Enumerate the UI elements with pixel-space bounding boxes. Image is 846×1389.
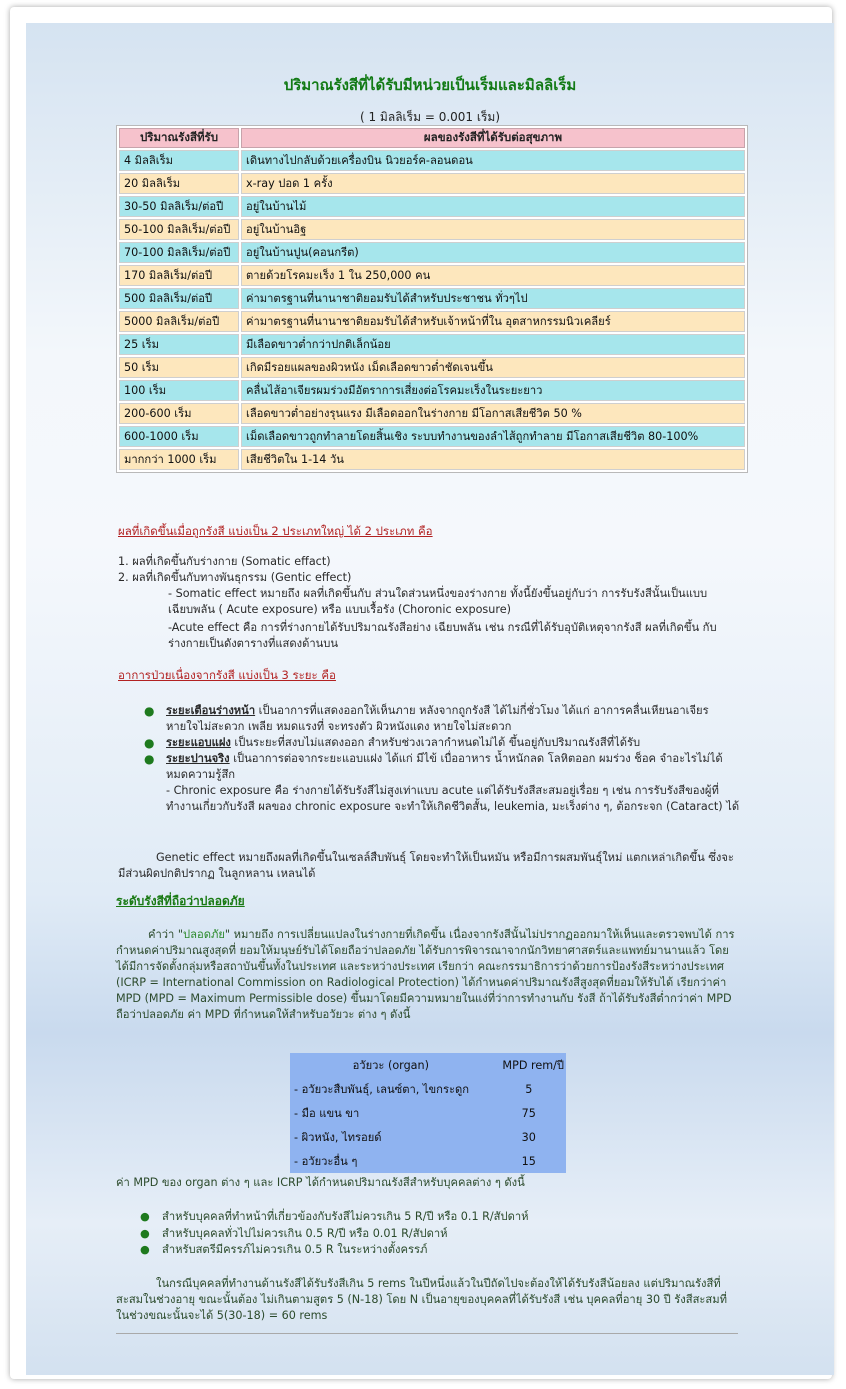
table-row: [119, 288, 745, 309]
effect-cell: คลื่นไส้อาเจียรผมร่วงมีอัตราการเสี่ยงต่อโรคมะเร็งในระยะยาว: [241, 380, 745, 401]
safe-level-heading[interactable]: ระดับรังสีที่ถือว่าปลอดภัย: [116, 894, 245, 908]
bullet-icon: ●: [144, 704, 155, 718]
section-effects-heading[interactable]: ผลที่เกิดขึ้นเมื่อถูกรังสี แบ่งเป็น 2 ประเภทใหญ่ ได้ 2 ประเภท คือ: [118, 524, 433, 538]
acute-paragraph: -Acute effect คือ การที่ร่างกายได้รับปริมาณรังสีอย่าง เฉียบพลัน เช่น กรณีที่ได้รับอุบัติเหตุจากรังสี ผลที่เกิดขึ้น กับร่างกายเป็นดังตารางที่แสดงด้านบน: [168, 621, 717, 650]
dose-cell: 200-600 เร็ม: [119, 403, 239, 424]
list-item: [140, 1242, 428, 1258]
list-item: [144, 703, 741, 735]
organ-cell: - อวัยวะอื่น ๆ: [294, 1155, 358, 1168]
effect-cell: เม็ดเลือดขาวถูกทำลายโดยสิ้นเชิง ระบบทำงานของลำไส้ถูกทำลาย มีโอกาสเสียชีวิต 80-100%: [241, 426, 745, 447]
stage-term: ระยะปานจริง: [166, 752, 230, 765]
bullet-icon: ●: [140, 1227, 150, 1240]
mpd-row: [290, 1101, 566, 1125]
organ-cell: - มือ แขน ขา: [294, 1107, 360, 1120]
dose-cell: 20 มิลลิเร็ม: [119, 173, 239, 194]
dose-cell: 4 มิลลิเร็ม: [119, 150, 239, 171]
list-item: [144, 751, 741, 783]
dose-cell: 30-50 มิลลิเร็ม/ต่อปี: [119, 196, 239, 217]
mpd-value-cell: 15: [521, 1154, 536, 1168]
safe-level-paragraph: [116, 927, 740, 1023]
effect-cell: เสียชีวิตใน 1-14 วัน: [241, 449, 745, 470]
list-item: [140, 1226, 448, 1242]
effect-cell: ค่ามาตรฐานที่นานาชาติยอมรับได้สำหรับเจ้าหน้าที่ใน อุตสาหกรรมนิวเคลียร์: [241, 311, 745, 332]
table-header: ผลของรังสีที่ได้รับต่อสุขภาพ: [241, 128, 745, 148]
bullet-icon: ●: [140, 1243, 150, 1256]
effect-cell: เลือดขาวต่ำอย่างรุนแรง มีเลือดออกในร่างกาย มีโอกาสเสียชีวิต 50 %: [241, 403, 745, 424]
mpd-header-row: [290, 1053, 566, 1077]
dose-cell: 170 มิลลิเร็ม/ต่อปี: [119, 265, 239, 286]
mpd-intro: ค่า MPD ของ organ ต่าง ๆ และ ICRP ได้กำหนดปริมาณรังสีสำหรับบุคคลต่าง ๆ ดังนี้: [116, 1176, 525, 1189]
unit-note: ( 1 มิลลิเร็ม = 0.001 เร็ม): [359, 110, 500, 124]
table-header-row: [119, 128, 745, 148]
chronic-paragraph: - Chronic exposure คือ ร่างกายได้รับรังสีไม่สูงเท่าแบบ acute แต่ได้รับรังสีสะสมอยู่เรื่อย ๆ เช่น การรับรังสีของผู้ที่ทำงานเกี่ยวกับรังสี ผลของ chronic exposure จะทำให้เกิดชีวิตสั้น, leukemia, มะเร็งต่าง ๆ, ต้อกระจก (Cataract) ได้: [166, 784, 740, 813]
divider: [116, 1333, 738, 1334]
table-row: [119, 380, 745, 401]
mpd-header: MPD rem/ปี: [502, 1059, 564, 1072]
table-row: [119, 426, 745, 447]
mpd-row: [290, 1125, 566, 1149]
effect-cell: อยู่ในบ้านไม้: [241, 196, 745, 217]
limit-public: สำหรับบุคคลทั่วไปไม่ควรเกิน 0.5 R/ปี หรือ 0.01 R/สัปดาห์: [162, 1227, 448, 1240]
dose-effects-table: [116, 125, 748, 473]
dose-cell: 50-100 มิลลิเร็ม/ต่อปี: [119, 219, 239, 240]
dose-cell: มากกว่า 1000 เร็ม: [119, 449, 239, 470]
mpd-value-cell: 5: [525, 1082, 533, 1096]
mpd-value-cell: 30: [521, 1130, 536, 1144]
somatic-paragraph: - Somatic effect หมายถึง ผลที่เกิดขึ้นกับ ส่วนใดส่วนหนึ่งของร่างกาย ทั้งนี้ยังขึ้นอยู่กับว่า การรับรังสีนั้นเป็นแบบเฉียบพลัน ( Acute exposure) หรือ แบบเรื้อรัง (Choronic exposure): [168, 587, 708, 616]
table-header: ปริมาณรังสีที่รับ: [119, 128, 239, 148]
dose-cell: 25 เร็ม: [119, 334, 239, 355]
dose-cell: 500 มิลลิเร็ม/ต่อปี: [119, 288, 239, 309]
dose-cell: 50 เร็ม: [119, 357, 239, 378]
effect-cell: อยู่ในบ้านปูน(คอนกรีต): [241, 242, 745, 263]
bullet-icon: ●: [144, 736, 155, 750]
effect-cell: มีเลือดขาวต่ำกว่าปกติเล็กน้อย: [241, 334, 745, 355]
table-row: [119, 173, 745, 194]
table-row: [119, 196, 745, 217]
final-paragraph: ในกรณีบุคคลที่ทำงานด้านรังสีได้รับรังสีเกิน 5 rems ในปีหนึ่งแล้วในปีถัดไปจะต้องให้ได้รับรังสีน้อยลง แต่ปริมาณรังสีที่สะสมในช่วงอายุ ขณะนั้นต้อง ไม่เกินตามสูตร 5 (N-18) โดย N เป็นอายุของบุคคลที่ได้รับรังสี เช่น บุคคลที่อายุ 30 ปี รังสีสะสมที่ในช่วงขณะนั้นจะได้ 5(30-18) = 60 rems: [116, 1277, 727, 1322]
stage-description: เป็นระยะที่สงบไม่แสดงออก สำหรับช่วงเวลากำหนดไม่ได้ ขึ้นอยู่กับปริมาณรังสีที่ได้รับ: [230, 736, 641, 749]
paragraph-body: " หมายถึง การเปลี่ยนแปลงในร่างกายที่เกิดขึ้น เนื่องจากรังสีนั้นไม่ปรากฏออกมาให้เห็นและตรวจพบได้ การกำหนดค่าปริมาณสูงสุดที่ ยอมให้มนุษย์รับได้โดยถือว่าปลอดภัย ได้รับการพิจารณาจากนักวิทยาศาสตร์และแพทย์มานานแล้ว โดยได้มีการจัดตั้งกลุ่มหรือสถาบันขึ้นทั้งในประเทศ และระหว่างประเทศ เรียกว่า คณะกรรมาธิการว่าด้วยการป้องรังสีระหว่างประเทศ (ICRP = International Commission on Radiological Protection) ได้กำหนดค่าปริมาณรังสีสูงสุดที่ยอมให้รับได้ เรียกว่าค่า MPD (MPD = Maximum Permissible dose) ขึ้นมาโดยมีความหมายในแง่ที่ว่าการทำงานกับ รังสี ถ้าได้รับรังสีต่ำกว่าค่า MPD ถือว่าปลอดภัย ค่า MPD ที่กำหนดให้สำหรับอวัยวะ ต่าง ๆ ดังนี้: [116, 928, 735, 1021]
section-illness-heading[interactable]: อาการป่วยเนื่องจากรังสี แบ่งเป็น 3 ระยะ คือ: [118, 668, 336, 682]
dose-cell: 600-1000 เร็ม: [119, 426, 239, 447]
organ-cell: - อวัยวะสืบพันธุ์, เลนซ์ตา, ไขกระดูก: [294, 1083, 470, 1096]
page-frame: [10, 7, 832, 1379]
effect-cell: ค่ามาตรฐานที่นานาชาติยอมรับได้สำหรับประชาชน ทั่วๆไป: [241, 288, 745, 309]
mpd-table: [290, 1053, 566, 1173]
safe-word: ปลอดภัย: [183, 928, 225, 941]
page-content: [26, 23, 834, 1375]
list-item: [144, 735, 741, 751]
stage-term: ระยะแอบแฝง: [166, 736, 231, 749]
table-row: [119, 357, 745, 378]
effect-cell: อยู่ในบ้านอิฐ: [241, 219, 745, 240]
effect-cell: x-ray ปอด 1 ครั้ง: [241, 173, 745, 194]
effect-cell: เดินทางไปกลับด้วยเครื่องบิน นิวยอร์ค-ลอนดอน: [241, 150, 745, 171]
table-row: [119, 334, 745, 355]
mpd-header: อวัยวะ (organ): [352, 1059, 429, 1072]
genetic-paragraph: Genetic effect หมายถึงผลที่เกิดขึ้นในเซลล์สืบพันธุ์ โดยจะทำให้เป็นหมัน หรือมีการผสมพันธุ์ใหม่ แตกเหล่าเกิดขึ้น ซึ่งจะมีส่วนผิดปกติปรากฏ ในลูกหลาน เหลนได้: [118, 851, 734, 880]
bullet-icon: ●: [144, 752, 155, 766]
dose-cell: 100 เร็ม: [119, 380, 239, 401]
stage-term: ระยะเตือนร่างหน้า: [166, 704, 256, 717]
organ-cell: - ผิวหนัง, ไทรอยด์: [294, 1131, 382, 1144]
mpd-value-cell: 75: [521, 1106, 536, 1120]
table-row: [119, 219, 745, 240]
table-row: [119, 311, 745, 332]
dose-cell: 5000 มิลลิเร็ม/ต่อปี: [119, 311, 239, 332]
effect-item-genetic: 2. ผลที่เกิดขึ้นกับทางพันธุกรรม (Gentic effect): [118, 571, 352, 584]
table-row: [119, 265, 745, 286]
quote-open: คำว่า ": [148, 928, 184, 941]
stage-description: เป็นอาการที่แสดงออกให้เห็นภาย หลังจากถูกรังสี ได้ไม่กี่ชั่วโมง ได้แก่ อาการคลื่นเหียนอาเจียร หายใจไม่สะดวก เพลีย หมดแรงที่ จะทรงตัว ผิวหนังแดง หายใจไม่สะดวก: [166, 704, 709, 733]
effect-cell: เกิดมีรอยแผลของผิวหนัง เม็ดเลือดขาวต่ำชัดเจนขึ้น: [241, 357, 745, 378]
table-row: [119, 150, 745, 171]
table-row: [119, 242, 745, 263]
limit-worker: สำหรับบุคคลที่ทำหน้าที่เกี่ยวข้องกับรังสีไม่ควรเกิน 5 R/ปี หรือ 0.1 R/สัปดาห์: [162, 1210, 529, 1223]
stage-description: เป็นอาการต่อจากระยะแอบแฝง ได้แก่ มีไข้ เบื่ออาหาร น้ำหนักลด โลหิตออก ผมร่วง ช็อค จำอะไรไม่ได้ หมดความรู้สึก: [166, 752, 723, 781]
effect-cell: ตายด้วยโรคมะเร็ง 1 ใน 250,000 คน: [241, 265, 745, 286]
list-item: [140, 1209, 529, 1225]
dose-cell: 70-100 มิลลิเร็ม/ต่อปี: [119, 242, 239, 263]
limit-pregnant: สำหรับสตรีมีครรภ์ไม่ควรเกิน 0.5 R ในระหว่างตั้งครรภ์: [162, 1243, 428, 1256]
bullet-icon: ●: [140, 1210, 150, 1223]
mpd-row: [290, 1149, 566, 1173]
table-row: [119, 403, 745, 424]
page-title: ปริมาณรังสีที่ได้รับมีหน่วยเป็นเร็มและมิลลิเร็ม: [283, 76, 577, 94]
mpd-row: [290, 1077, 566, 1101]
effect-item-somatic: 1. ผลที่เกิดขึ้นกับร่างกาย (Somatic effact): [118, 555, 331, 568]
table-row: [119, 449, 745, 470]
